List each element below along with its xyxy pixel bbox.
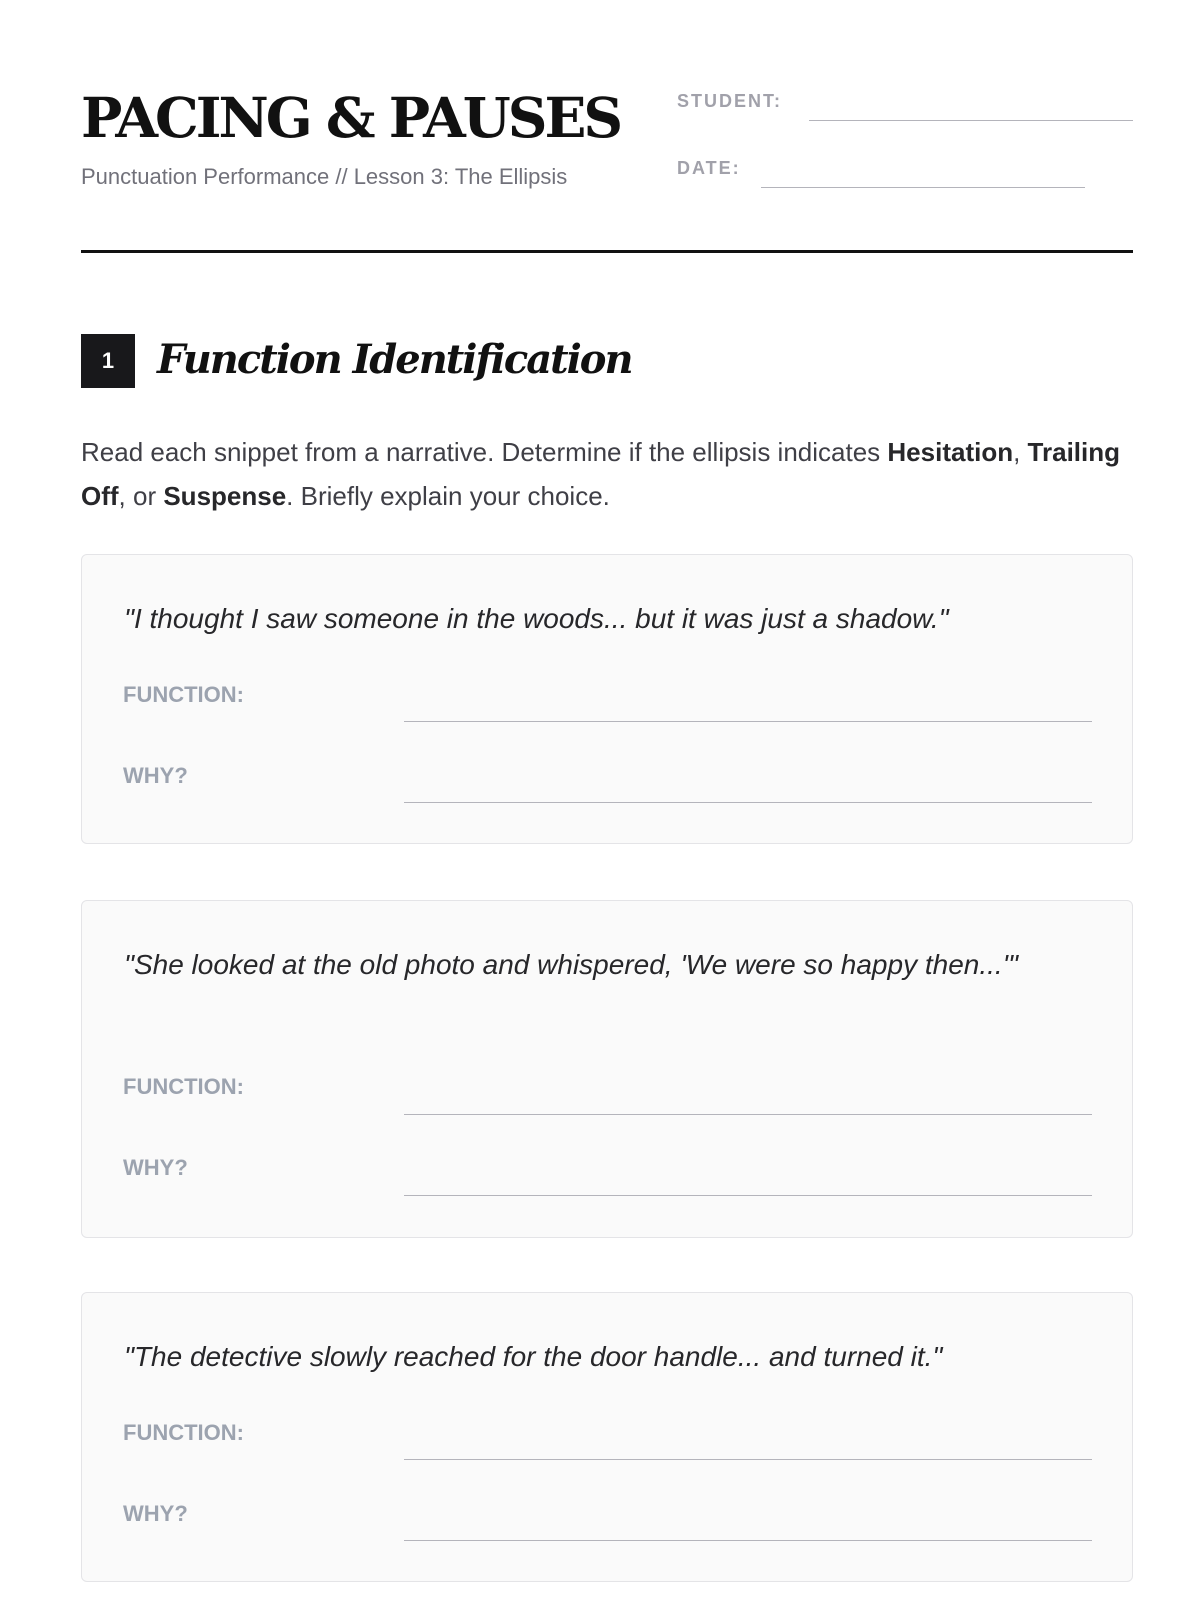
- why-label: WHY?: [123, 1155, 188, 1180]
- snippet-quote: "The detective slowly reached for the door handle... and turned it.": [124, 1341, 943, 1372]
- why-label: WHY?: [123, 1501, 188, 1526]
- worksheet-subtitle: Punctuation Performance // Lesson 3: The Ellipsis: [81, 164, 568, 189]
- date-field[interactable]: [761, 187, 1085, 188]
- snippet-card: [81, 900, 1133, 1238]
- option-suspense: Suspense: [163, 481, 287, 511]
- instructions: [81, 430, 1133, 518]
- why-answer-field[interactable]: [404, 802, 1092, 803]
- function-label: FUNCTION:: [123, 1420, 244, 1445]
- snippet-quote: "I thought I saw someone in the woods... but it was just a shadow.": [124, 603, 949, 634]
- student-name-field[interactable]: [809, 120, 1133, 121]
- worksheet-header: [81, 0, 1133, 253]
- worksheet-title: PACING & PAUSES: [81, 85, 621, 150]
- why-answer-field[interactable]: [404, 1195, 1092, 1196]
- student-label: STUDENT:: [677, 91, 782, 111]
- function-answer-field[interactable]: [404, 1114, 1092, 1115]
- instructions-lead: Read each snippet from a narrative. Determine if the ellipsis indicates: [81, 437, 888, 467]
- instructions-separator: , or: [118, 481, 164, 511]
- section-title: Function Identification: [157, 336, 632, 383]
- worksheet-page: [81, 0, 1133, 1600]
- why-label: WHY?: [123, 763, 188, 788]
- section-number-badge: 1: [81, 334, 135, 388]
- function-label: FUNCTION:: [123, 682, 244, 707]
- function-answer-field[interactable]: [404, 721, 1092, 722]
- instructions-tail: . Briefly explain your choice.: [286, 481, 610, 511]
- why-answer-field[interactable]: [404, 1540, 1092, 1541]
- snippet-card: [81, 1292, 1133, 1582]
- function-answer-field[interactable]: [404, 1459, 1092, 1460]
- instructions-separator: ,: [1013, 437, 1028, 467]
- snippet-card: [81, 554, 1133, 844]
- function-label: FUNCTION:: [123, 1074, 244, 1099]
- option-hesitation: Hesitation: [887, 437, 1014, 467]
- date-label: DATE:: [677, 158, 741, 178]
- option-trailing-off: Trailing Off: [81, 437, 1121, 511]
- snippet-quote: "She looked at the old photo and whispered, 'We were so happy then...'": [124, 949, 1018, 980]
